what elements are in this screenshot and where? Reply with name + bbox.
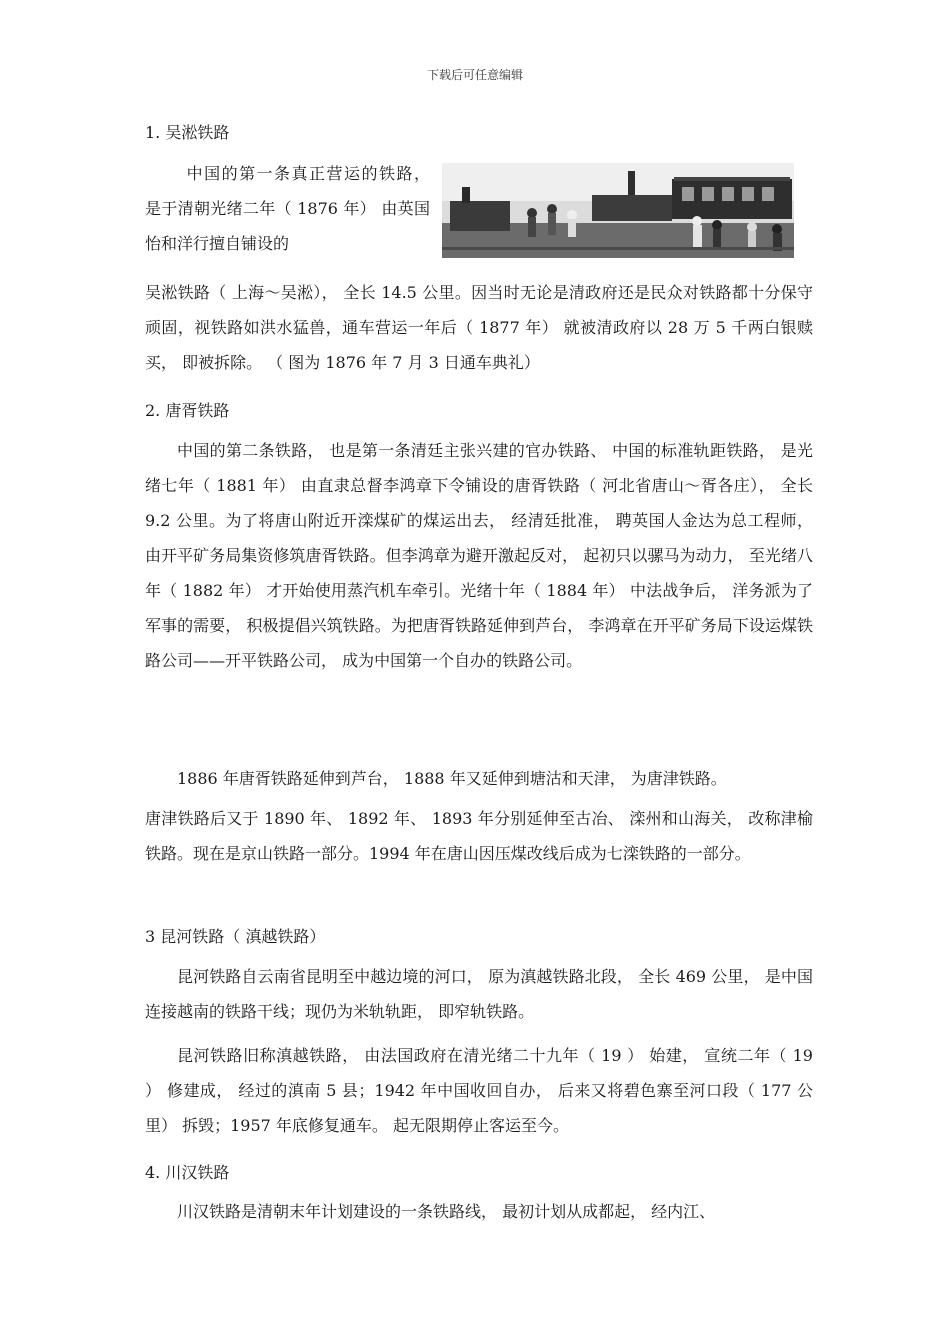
page-header: 下载后可任意编辑 (426, 68, 523, 82)
paragraph-chuanhan-1: 川汉铁路是清朝末年计划建设的一条铁路线， 最初计划从成都起， 经内江、 (177, 1202, 716, 1221)
paragraph-wusong-rest: 吴淞铁路（ 上海～吴淞）， 全长 14.5 公里。因当时无论是清政府还是民众对铁路都十分保守顽固，视铁路如洪水猛兽，通车营运一年后（ 1877 年） 就被清政府以 28 万 5 千两白银赎买， 即被拆除。 （ 图为 1876 年 7 月 3 日通车典礼） (145, 283, 813, 372)
paragraph-wusong-intro: 中国的第一条真正营运的铁路， 是于清朝光绪二年（ 1876 年） 由英国怡和洋行擅自铺设的 (145, 164, 430, 253)
section-heading-tangxu: 2. 唐胥铁路 (145, 401, 230, 420)
train-photo-icon (442, 163, 794, 258)
section-heading-kunhe: 3 昆河铁路（ 滇越铁路） (145, 927, 326, 946)
paragraph-kunhe-1: 昆河铁路自云南省昆明至中越边境的河口， 原为滇越铁路北段， 全长 469 公里， 是中国连接越南的铁路干线；现仍为米轨轨距， 即窄轨铁路。 (145, 967, 813, 1021)
section-heading-wusong: 1. 吴淞铁路 (145, 123, 230, 142)
paragraph-tangxu-1: 中国的第二条铁路， 也是第一条清廷主张兴建的官办铁路、 中国的标准轨距铁路， 是光绪七年（ 1881 年） 由直隶总督李鸿章下令铺设的唐胥铁路（ 河北省唐山～胥各庄）， 全长 9.2 公里。为了将唐山附近开滦煤矿的煤运出去， 经清廷批准， 聘英国人金达为总工程师， 由开平矿务局集资修筑唐胥铁路。但李鸿章为避开激起反对， 起初只以骡马为动力， 至光绪八年（ 1882 年） 才开始使用蒸汽机车牵引。光绪十年（ 1884 年） 中法战争后， 洋务派为了军事的需要， 积极提倡兴筑铁路。为把唐胥铁路延伸到芦台， 李鸿章在开平矿务局下设运煤铁路公司——开平铁路公司， 成为中国第一个自办的铁路公司。 (145, 441, 813, 670)
paragraph-tangxu-3: 唐津铁路后又于 1890 年、 1892 年、 1893 年分别延伸至古冶、 滦州和山海关， 改称津榆铁路。现在是京山铁路一部分。1994 年在唐山因压煤改线后成为七滦铁路的一部分。 (145, 809, 813, 863)
section-heading-chuanhan: 4. 川汉铁路 (145, 1163, 230, 1182)
paragraph-tangxu-2: 1886 年唐胥铁路延伸到芦台， 1888 年又延伸到塘沽和天津， 为唐津铁路。 (177, 769, 727, 788)
paragraph-kunhe-2: 昆河铁路旧称滇越铁路， 由法国政府在清光绪二十九年（ 19 ） 始建， 宣统二年（ 19 ） 修建成， 经过的滇南 5 县；1942 年中国收回自办， 后来又将碧色寨至河口段（ 177 公里） 拆毁；1957 年底修复通车。 起无限期停止客运至今。 (145, 1046, 813, 1135)
